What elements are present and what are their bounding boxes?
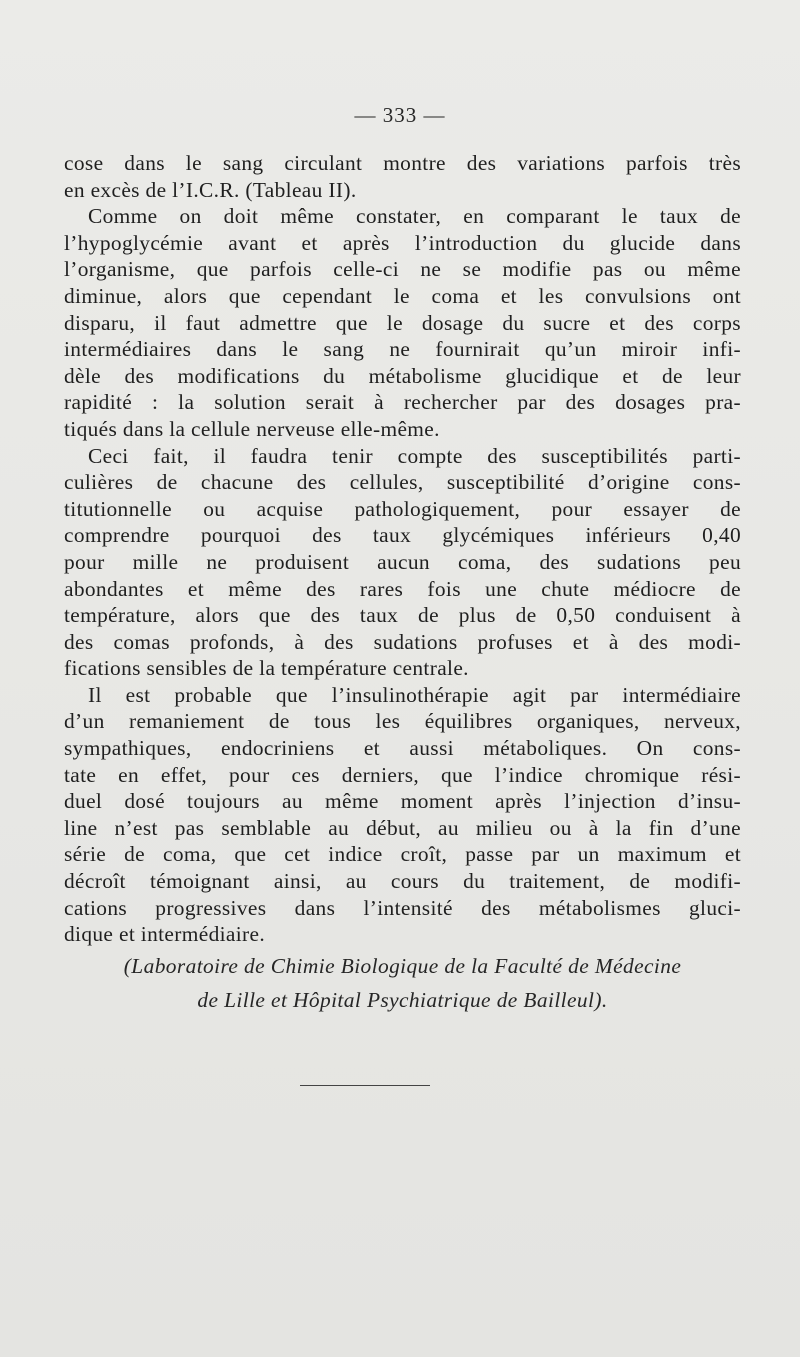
text-line: fications sensibles de la température centrale. [64,656,469,681]
text-line: disparu, il faut admettre que le dosage du sucre et des corps [64,310,741,335]
text-line: cations progressives dans l’intensité des métabolismes gluci- [64,895,741,920]
text-line: d’un remaniement de tous les équilibres organiques, nerveux, [64,709,741,734]
text-line: dique et intermédiaire. [64,922,266,947]
text-line: dèle des modifications du métabolisme glucidique et de leur [64,363,741,388]
text-line: intermédiaires dans le sang ne fournirait qu’un miroir infi- [64,337,741,362]
text-line: Comme on doit même constater, en comparant le taux de [88,204,741,229]
paragraph [64,203,741,442]
paragraph [64,682,741,948]
text-line: température, alors que des taux de plus de 0,50 conduisent à [64,603,741,628]
page-number: — 333 — [354,103,446,127]
text-line: abondantes et même des rares fois une chute médiocre de [64,576,741,601]
footer-line-2: de Lille et Hôpital Psychiatrique de Bailleul). [197,988,608,1012]
body-text [64,150,741,948]
text-line: duel dosé toujours au même moment après l’injection d’insu- [64,789,741,814]
text-line: pour mille ne produisent aucun coma, des sudations peu [64,549,741,574]
text-line: tate en effet, pour ces derniers, que l’indice chromique rési- [64,762,741,787]
text-line: Ceci fait, il faudra tenir compte des susceptibilités parti- [88,443,741,468]
text-line: tiqués dans la cellule nerveuse elle-même. [64,416,440,441]
text-line: cose dans le sang circulant montre des variations parfois très [64,151,741,175]
text-line: des comas profonds, à des sudations profuses et à des modi- [64,629,741,654]
text-line: Il est probable que l’insulinothérapie agit par intermédiaire [88,682,741,707]
text-line: décroît témoignant ainsi, au cours du traitement, de modifi- [64,869,741,894]
text-line: l’hypoglycémie avant et après l’introduction du glucide dans [64,230,741,255]
text-line: en excès de l’I.C.R. (Tableau II). [64,177,357,202]
text-line: sympathiques, endocriniens et aussi métaboliques. On cons- [64,736,741,761]
text-line: culières de chacune des cellules, susceptibilité d’origine cons- [64,470,741,495]
text-line: titutionnelle ou acquise pathologiquement, pour essayer de [64,496,741,521]
text-line: rapidité : la solution serait à rechercher par des dosages pra- [64,390,741,415]
footer-line-1: (Laboratoire de Chimie Biologique de la Faculté de Médecine [123,954,682,978]
closing-rule [300,1085,430,1086]
text-line: l’organisme, que parfois celle-ci ne se modifie pas ou même [64,257,741,282]
text-line: diminue, alors que cependant le coma et les convulsions ont [64,283,741,308]
text-line: line n’est pas semblable au début, au milieu ou à la fin d’une [64,815,741,840]
paragraph [64,150,741,203]
text-line: comprendre pourquoi des taux glycémiques inférieurs 0,40 [64,523,741,548]
text-line: série de coma, que cet indice croît, passe par un maximum et [64,842,741,867]
footer-affiliation [64,949,741,1017]
paragraph [64,443,741,682]
